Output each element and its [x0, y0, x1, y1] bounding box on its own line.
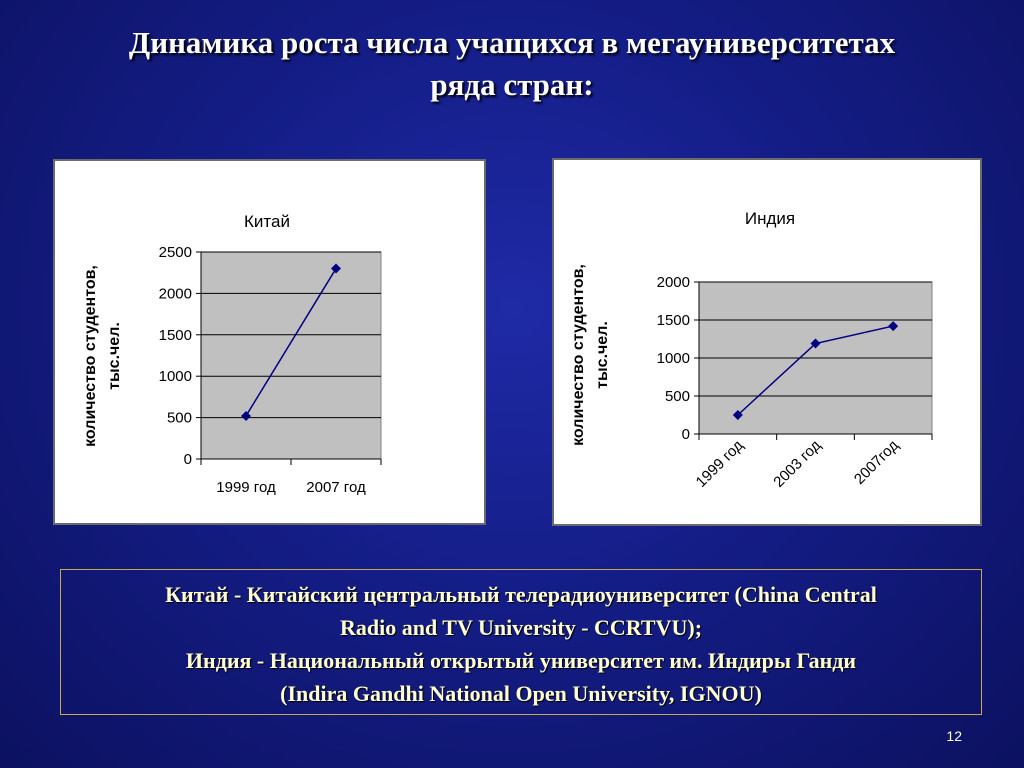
x-tick-label: 2003 год: [770, 436, 825, 491]
x-tick-label: 2007год: [850, 436, 902, 488]
x-tick-label: 2007 год: [306, 479, 366, 496]
note-line-1: Китай - Китайский центральный телерадиоуниверситет (China Central: [165, 582, 877, 607]
y-tick-label: 1500: [158, 326, 192, 344]
y-tick-label: 500: [166, 409, 192, 427]
y-tick-label: 1000: [158, 368, 192, 386]
india-chart-panel: [552, 158, 982, 526]
y-tick-label: 1500: [656, 312, 690, 329]
note-line-3: Индия - Национальный открытый университет им. Индиры Ганди: [185, 648, 857, 673]
slide-title-line-2: ряда стран:: [430, 67, 594, 102]
y-tick-label: 0: [681, 426, 690, 443]
plot-area: [201, 252, 381, 459]
y-tick-label: 500: [664, 388, 690, 405]
y-tick-label: 1000: [656, 350, 690, 367]
page-number: 12: [946, 728, 962, 744]
chart-title: Китай: [244, 212, 290, 231]
india-chart: [554, 160, 980, 524]
note-line-4: (Indira Gandhi National Open University, IGNOU): [280, 681, 762, 706]
china-chart: [55, 161, 484, 523]
y-axis-label-line-2: тыс.чел.: [594, 321, 611, 389]
note-line-2: Radio and TV University - CCRTVU);: [339, 615, 703, 640]
y-tick-label: 0: [183, 451, 192, 468]
y-axis-label-line-1: количество студентов,: [570, 264, 587, 446]
y-tick-label: 2000: [158, 285, 192, 303]
y-tick-label: 2500: [158, 244, 192, 261]
y-axis-label-line-2: тыс.чел.: [106, 322, 123, 390]
chart-title: Индия: [744, 209, 796, 228]
x-tick-label: 1999 год: [216, 479, 276, 496]
y-axis-label-line-1: количество студентов,: [82, 265, 99, 447]
universities-note: [60, 569, 982, 715]
slide-title: [60, 22, 964, 106]
x-tick-label: 1999 год: [692, 436, 747, 491]
slide-title-line-1: Динамика роста числа учащихся в мегауниверситетах: [128, 25, 896, 60]
china-chart-panel: [53, 159, 486, 525]
y-tick-label: 2000: [656, 274, 690, 291]
